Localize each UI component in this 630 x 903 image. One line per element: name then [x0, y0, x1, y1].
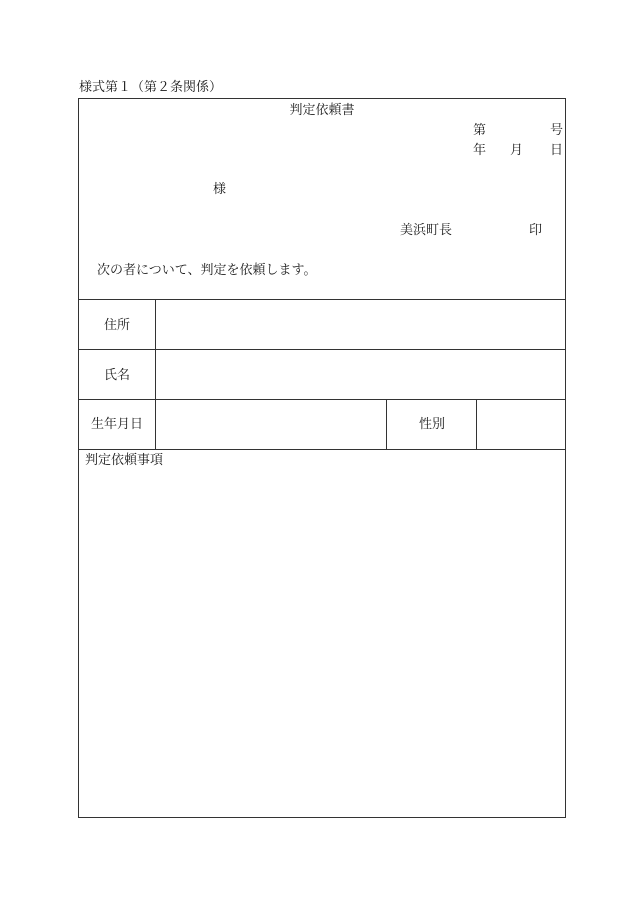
- request-matters-field[interactable]: [81, 471, 563, 811]
- issuer-name: 美浜町長: [400, 223, 453, 238]
- request-matters-label: 判定依頼事項: [85, 453, 164, 468]
- date-year-label: 年: [473, 143, 487, 158]
- request-form: [78, 98, 566, 818]
- date-day-label: 日: [550, 143, 564, 158]
- divider-address: [79, 349, 565, 350]
- divider-top: [79, 299, 565, 300]
- number-suffix: 号: [550, 123, 564, 138]
- number-prefix: 第: [473, 123, 487, 138]
- seal-mark: 印: [529, 223, 543, 238]
- request-statement: 次の者について、判定を依頼します。: [97, 263, 317, 278]
- address-field[interactable]: [156, 301, 564, 349]
- name-field[interactable]: [156, 351, 564, 399]
- dob-sex-divider: [386, 399, 387, 449]
- dob-field[interactable]: [156, 401, 386, 448]
- divider-dob: [79, 449, 565, 450]
- document-title: 判定依頼書: [289, 103, 355, 118]
- address-label: 住所: [103, 318, 130, 333]
- name-label: 氏名: [103, 368, 130, 383]
- form-number: 様式第１（第２条関係）: [79, 80, 223, 95]
- date-month-label: 月: [510, 143, 524, 158]
- divider-name: [79, 399, 565, 400]
- sex-label: 性別: [418, 417, 445, 432]
- dob-label: 生年月日: [90, 417, 143, 432]
- addressee-suffix: 様: [213, 182, 227, 197]
- sex-field[interactable]: [477, 401, 564, 448]
